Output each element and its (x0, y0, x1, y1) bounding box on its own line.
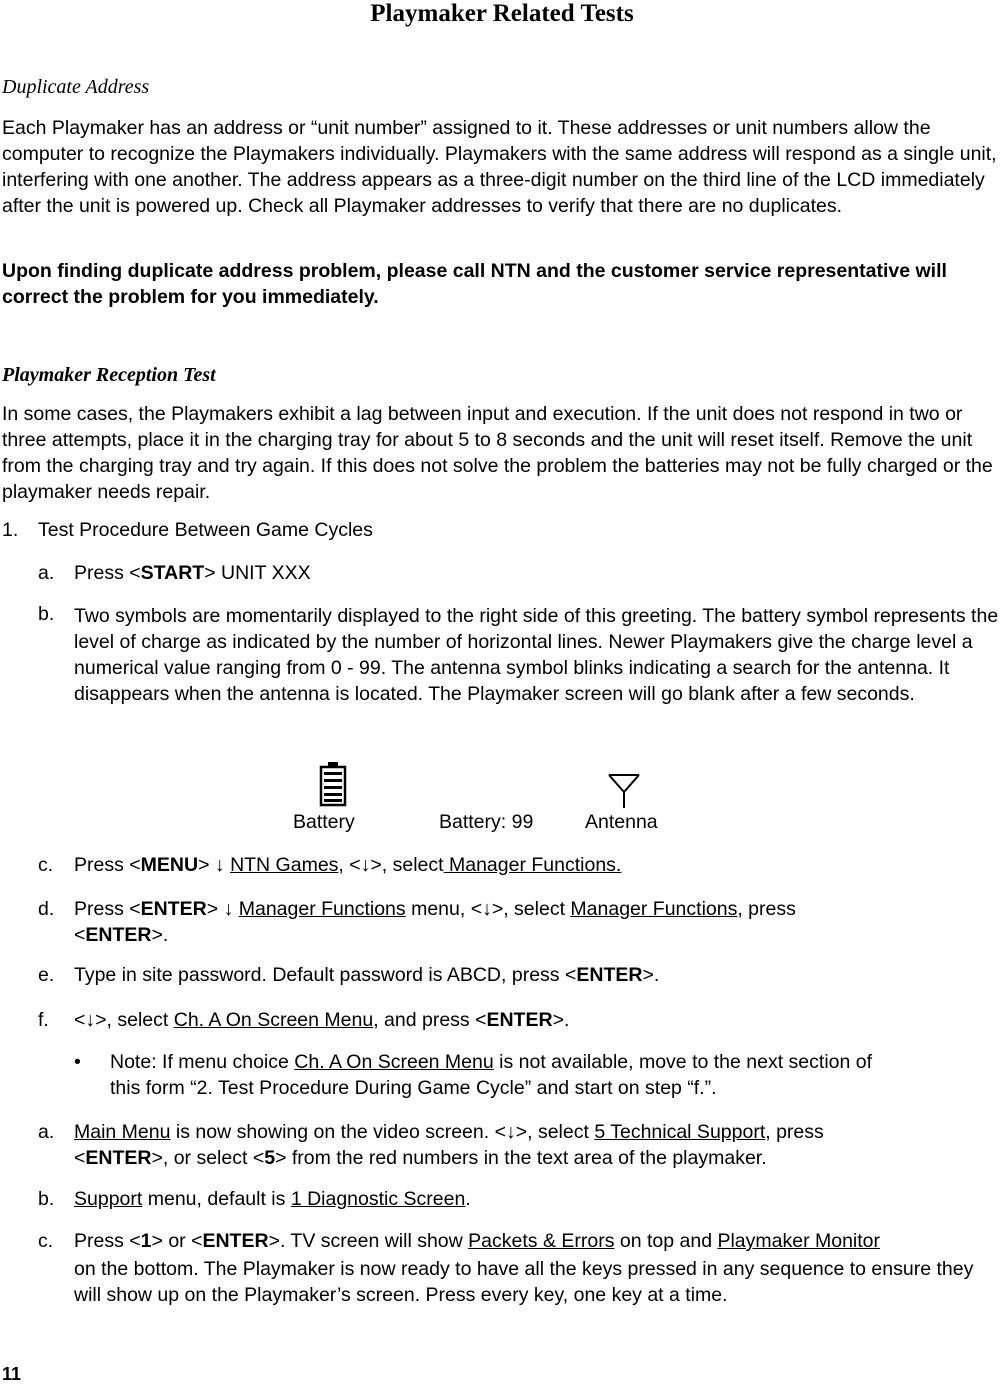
duplicate-address-warning: Upon finding duplicate address problem, please call NTN and the customer service representative will correct the problem for you immediately. (2, 260, 947, 308)
antenna-caption: Antenna (585, 811, 658, 833)
step-d-line1: Press <ENTER> ↓ Manager Functions menu, <↓>, select Manager Functions, press (74, 898, 796, 920)
step-a-text: Press <START> UNIT XXX (74, 562, 311, 584)
step-a2-label: a. (38, 1121, 55, 1143)
battery-caption: Battery (293, 811, 355, 833)
down-arrow-icon: ↓ (223, 898, 234, 920)
link-support[interactable]: Support (74, 1188, 143, 1210)
step-b2-text: Support menu, default is 1 Diagnostic Screen. (74, 1188, 471, 1210)
link-manager-functions[interactable]: Manager Functions. (443, 854, 622, 876)
down-arrow-icon: ↓ (505, 1121, 516, 1143)
page-title: Playmaker Related Tests (370, 0, 634, 27)
note-line2: this form “2. Test Procedure During Game Cycle” and start on step “f.”. (110, 1077, 717, 1099)
step-f-label: f. (38, 1009, 49, 1031)
page-number: 11 (2, 1364, 22, 1384)
duplicate-address-paragraph: Each Playmaker has an address or “unit number” assigned to it. These addresses or unit numbers allow the computer to recognize the Playmakers individually. Playmakers with the same address will respond as a single unit, interfering with one another. The address appears as a three-digit number on the third line of the LCD immediately after the unit is powered up. Check all Playmaker addresses to verify that there are no duplicates. (2, 117, 997, 217)
step-c-label: c. (38, 854, 54, 876)
link-ntn-games[interactable]: NTN Games (230, 854, 339, 876)
link-main-menu[interactable]: Main Menu (74, 1121, 171, 1143)
step-f-text: <↓>, select Ch. A On Screen Menu, and press <ENTER>. (74, 1009, 570, 1031)
step-a2-line2: <ENTER>, or select <5> from the red numbers in the text area of the playmaker. (74, 1147, 767, 1169)
step-e-label: e. (38, 964, 55, 986)
step-1-text: Test Procedure Between Game Cycles (38, 519, 373, 541)
step-a2-line1: Main Menu is now showing on the video screen. <↓>, select 5 Technical Support, press (74, 1121, 824, 1143)
link-diagnostic-screen[interactable]: 1 Diagnostic Screen (290, 1188, 466, 1210)
link-technical-support[interactable]: 5 Technical Support (594, 1121, 766, 1143)
down-arrow-icon: ↓ (482, 898, 492, 920)
reception-test-heading: Playmaker Reception Test (2, 364, 216, 386)
step-c2-line1: Press <1> or <ENTER>. TV screen will show Packets & Errors on top and Playmaker Monitor (74, 1230, 881, 1252)
link-packets-errors[interactable]: Packets & Errors (468, 1230, 615, 1252)
battery-level-caption: Battery: 99 (439, 811, 534, 833)
down-arrow-icon: ↓ (85, 1009, 96, 1031)
step-e-text: Type in site password. Default password is ABCD, press <ENTER>. (74, 964, 660, 986)
step-d-line2: <ENTER>. (74, 924, 169, 946)
step-c2-line2: on the bottom. The Playmaker is now ready to have all the keys pressed in any sequence to ensure they will show up on the Playmaker’s screen. Press every key, one key at a time. (74, 1258, 974, 1306)
step-b-text: Two symbols are momentarily displayed to the right side of this greeting. The battery symbol represents the level of charge as indicated by the number of horizontal lines. Newer Playmakers give the charge level a numerical value ranging from 0 - 99. The antenna symbol blinks indicating a search for the antenna. It disappears when the antenna is located. The Playmaker screen will go blank after a few seconds. (74, 605, 999, 705)
note-bullet: • (74, 1051, 81, 1073)
link-ch-a-on-screen-menu[interactable]: Ch. A On Screen Menu (173, 1009, 374, 1031)
step-c2-label: c. (38, 1230, 54, 1252)
step-b2-label: b. (38, 1188, 55, 1210)
note-line1: Note: If menu choice Ch. A On Screen Menu is not available, move to the next section of (110, 1051, 873, 1073)
link-manager-functions-select[interactable]: Manager Functions (570, 898, 738, 920)
step-d-label: d. (38, 898, 55, 920)
link-manager-functions-menu[interactable]: Manager Functions (238, 898, 406, 920)
down-arrow-icon: ↓ (360, 854, 371, 876)
step-c-text: Press <MENU> ↓ NTN Games, <↓>, select Manager Functions. (74, 854, 622, 876)
step-a-label: a. (38, 562, 55, 584)
battery-icon (318, 760, 350, 808)
duplicate-address-heading: Duplicate Address (2, 76, 150, 98)
step-1-label: 1. (2, 519, 19, 541)
link-ch-a-on-screen-menu-note[interactable]: Ch. A On Screen Menu (294, 1051, 494, 1073)
step-b-label: b. (38, 603, 55, 625)
down-arrow-icon: ↓ (214, 854, 225, 876)
antenna-icon (606, 772, 642, 810)
link-playmaker-monitor[interactable]: Playmaker Monitor (717, 1230, 881, 1252)
reception-test-paragraph: In some cases, the Playmakers exhibit a lag between input and execution. If the unit does not respond in two or three attempts, place it in the charging tray for about 5 to 8 seconds and the unit will reset itself. Remove the unit from the charging tray and try again. If this does not solve the problem the batteries may not be fully charged or the playmaker needs repair. (2, 403, 993, 503)
